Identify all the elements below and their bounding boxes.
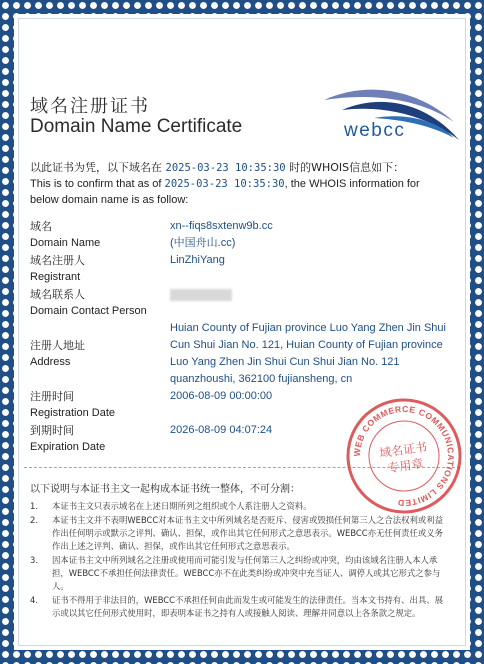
seal-center-line2: 专用章	[386, 456, 425, 476]
regdate-label-cn: 注册时间	[30, 390, 74, 403]
field-address-label	[30, 337, 85, 371]
intro-en-suffix: , the WHOIS information for	[284, 178, 420, 190]
seal-ring-text: WEB COMMERCE COMMUNICATIONS LIMITED	[351, 403, 457, 509]
intro-en-datetime: 2025-03-23 10:35:30	[164, 178, 285, 190]
webcc-logo-text: webcc	[344, 120, 406, 141]
title-chinese: 域名注册证书	[30, 96, 150, 117]
notes-list	[30, 500, 448, 621]
note-number: 2.	[30, 515, 38, 525]
note-number: 1.	[30, 501, 38, 511]
domain-value: xn--fiqs8sxtenw9b.cc	[170, 220, 273, 232]
address-label-cn: 注册人地址	[30, 339, 85, 352]
certificate-paper	[14, 14, 470, 650]
official-seal-icon	[344, 396, 464, 516]
intro-text	[30, 160, 460, 208]
domain-label-en: Domain Name	[30, 237, 101, 249]
registrant-value: LinZhiYang	[170, 254, 225, 266]
notes-heading: 以下说明与本证书主文一起构成本证书统一整体，不可分割：	[30, 484, 300, 495]
field-domain-label	[30, 218, 100, 252]
registrant-label-en: Registrant	[30, 271, 81, 283]
expdate-value: 2026-08-09 04:07:24	[170, 424, 273, 436]
expdate-label-cn: 到期时间	[30, 424, 74, 437]
intro-cn-suffix: 时的WHOIS信息如下：	[289, 161, 405, 174]
seal-center-line1: 域名证书	[378, 439, 428, 461]
address-label-en: Address	[30, 356, 71, 368]
note-text: 本证书主文只表示域名在上述日期所列之组织或个人系注册人之资料。	[52, 501, 312, 511]
note-text: 本证书主文并不表明WEBCC对本证书主文中所列域名是否贬斥、侵害或毁损任何第三人之合法权利或利益作出任何明示或默示之评判、确认、担保，或作出其它任何形式之意思表示。WEBCC亦无任何责任或义务作出上述之评判、确认、担保，或作出其它任何形式之意思表示。	[52, 515, 443, 551]
expdate-label-en: Expiration Date	[30, 441, 106, 453]
contact-label-cn: 域名联系人	[30, 288, 85, 301]
field-expdate-label	[30, 422, 105, 456]
address-value: Huian County of Fujian province Luo Yang Zhen Jin Shui Cun Shui Jian No. 121, Huian County of Fujian province Luo Yang Zhen Jin Shui Cun Shui Jian No. 121 quanzhoushi, 362100 fujiansheng, cn	[170, 322, 446, 385]
domain-label-cn: 域名	[30, 220, 52, 233]
contact-label-en: Domain Contact Person	[30, 305, 147, 317]
field-contact-label	[30, 286, 147, 320]
note-number: 3.	[30, 555, 38, 565]
field-registrant-label	[30, 252, 85, 286]
intro-en-line2: below domain name is as follow:	[30, 194, 189, 206]
intro-en-prefix: This is to confirm that as of	[30, 178, 165, 190]
regdate-label-en: Registration Date	[30, 407, 115, 419]
note-item	[30, 594, 448, 620]
note-text: 因本证书主文中所列域名之注册或使用而可能引发与任何第三人之纠纷或冲突，均由该域名注册人本人承担，WEBCC不承担任何法律责任。WEBCC亦不在此类纠纷或冲突中充当证人、调停人或其它形式之参与人。	[52, 555, 441, 591]
contact-value-redacted	[170, 287, 232, 304]
note-item	[30, 554, 448, 593]
note-text: 证书不得用于非法目的，WEBCC不承担任何由此而发生或可能发生的法律责任。当本文书持有、出具、展示或以其它任何形式使用时，即表明本证书之持有人或接触人阅读、理解并同意以上各条款之规定。	[52, 595, 443, 618]
redacted-block	[170, 289, 232, 301]
intro-cn-datetime: 2025-03-23 10:35:30	[165, 162, 286, 174]
domain-value-unicode: (中国舟山.cc)	[170, 237, 236, 249]
field-regdate-label	[30, 388, 115, 422]
note-item	[30, 514, 448, 553]
regdate-value: 2006-08-09 00:00:00	[170, 390, 273, 402]
registrant-label-cn: 域名注册人	[30, 254, 85, 267]
title-english: Domain Name Certificate	[30, 116, 243, 137]
note-number: 4.	[30, 595, 38, 605]
intro-cn-prefix: 以此证书为凭，以下域名在	[30, 161, 162, 174]
